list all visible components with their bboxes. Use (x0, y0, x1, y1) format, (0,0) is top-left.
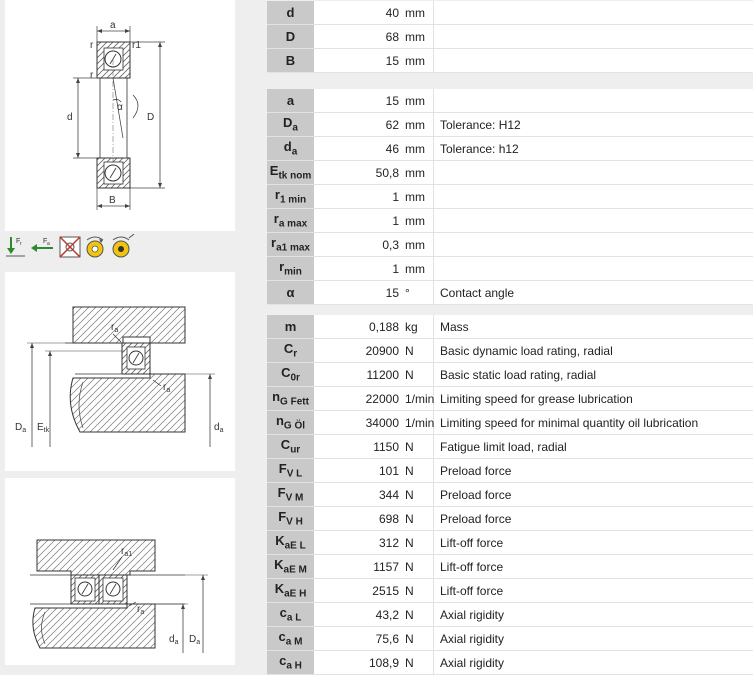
spec-row (267, 339, 753, 363)
spec-symbol-subscript: G Fett (280, 397, 309, 408)
spec-symbol-main: C (281, 365, 290, 380)
spec-symbol (267, 411, 315, 435)
spec-row (267, 627, 753, 651)
spec-value: 312 (315, 531, 406, 555)
spec-symbol-main: m (285, 319, 297, 334)
spec-description: Limiting speed for grease lubrication (434, 387, 753, 411)
spec-symbol-main: r (279, 259, 284, 274)
spec-row (267, 651, 753, 675)
svg-text:a: a (47, 241, 50, 247)
spec-unit: N (405, 627, 434, 651)
spec-row (267, 1, 753, 25)
spec-symbol (267, 363, 315, 387)
spec-value: 698 (315, 507, 406, 531)
spec-value: 15 (315, 49, 406, 73)
spec-unit: mm (405, 49, 434, 73)
spec-symbol-subscript: ur (290, 445, 300, 456)
spec-unit: N (405, 651, 434, 675)
spec-value: 62 (315, 113, 406, 137)
spec-description: Lift-off force (434, 555, 753, 579)
spec-symbol-main: c (279, 653, 286, 668)
spec-row (267, 459, 753, 483)
spec-unit: mm (405, 25, 434, 49)
spec-symbol-subscript: min (284, 267, 302, 278)
spec-symbol (267, 651, 315, 675)
spec-unit: N (405, 507, 434, 531)
spec-description: Axial rigidity (434, 651, 753, 675)
spec-symbol-subscript: a (292, 147, 298, 158)
spec-unit: mm (405, 161, 434, 185)
spec-symbol (267, 627, 315, 651)
spec-value: 1 (315, 209, 406, 233)
spec-symbol-subscript: 1 min (280, 195, 306, 206)
spec-value: 20900 (315, 339, 406, 363)
axial-load-icon (31, 238, 53, 252)
spec-symbol (267, 531, 315, 555)
spec-symbol (267, 161, 315, 185)
spec-symbol-subscript: a (292, 123, 298, 134)
dim-D-label: D (147, 112, 154, 123)
spec-symbol (267, 603, 315, 627)
spec-value: 1150 (315, 435, 406, 459)
spec-symbol-main: c (280, 605, 287, 620)
spec-row (267, 483, 753, 507)
spec-value: 75,6 (315, 627, 406, 651)
ra-label: $r_a$ (137, 604, 144, 616)
spec-symbol (267, 1, 315, 25)
spec-symbol (267, 555, 315, 579)
spec-value: 0,3 (315, 233, 406, 257)
spec-description: Axial rigidity (434, 627, 753, 651)
spec-unit: N (405, 531, 434, 555)
spec-description: Lift-off force (434, 531, 753, 555)
spec-value: 2515 (315, 579, 406, 603)
dim-B-label: B (109, 195, 116, 206)
rigidity-icon (113, 234, 134, 257)
spec-value: 68 (315, 25, 406, 49)
spec-value: 22000 (315, 387, 406, 411)
spec-unit: N (405, 459, 434, 483)
spec-symbol (267, 483, 315, 507)
spec-symbol (267, 507, 315, 531)
spec-symbol (267, 25, 315, 49)
dim-da-label: $d_a$ (214, 422, 224, 434)
ra1-label: $r_{a1}$ (121, 546, 132, 558)
spec-symbol-main: E (270, 163, 279, 178)
dim-Etk-label: $E_{tk}$ (37, 422, 50, 434)
mounting-drawing (5, 272, 235, 471)
spec-description: Preload force (434, 483, 753, 507)
spec-symbol-subscript: a H (286, 661, 302, 672)
spec-symbol-main: d (284, 139, 292, 154)
spec-symbol (267, 137, 315, 161)
spec-table-dimensions (267, 1, 753, 73)
spec-value: 101 (315, 459, 406, 483)
tandem-mounting-drawing (5, 478, 235, 665)
spec-unit: N (405, 579, 434, 603)
spec-table-performance (267, 315, 753, 675)
no-mixed-load-icon (60, 237, 80, 257)
spec-symbol-main: K (275, 533, 284, 548)
spec-row (267, 113, 753, 137)
spec-value: 11200 (315, 363, 406, 387)
spec-value: 1157 (315, 555, 406, 579)
spec-unit: ° (405, 281, 434, 305)
spec-symbol-subscript: aE H (284, 589, 306, 600)
spec-value: 15 (315, 281, 406, 305)
spec-unit: N (405, 603, 434, 627)
dim-Da-label-3: $D_a$ (189, 634, 200, 646)
svg-text:F: F (16, 238, 20, 245)
spec-row (267, 435, 753, 459)
spec-symbol-subscript: V H (286, 517, 303, 528)
spec-unit: mm (405, 137, 434, 161)
spec-table-mounting (267, 89, 753, 305)
spec-symbol-main: r (271, 235, 276, 250)
spec-symbol-main: α (287, 285, 295, 300)
spec-description: Limiting speed for minimal quantity oil lubrication (434, 411, 753, 435)
spec-symbol (267, 185, 315, 209)
spec-symbol (267, 387, 315, 411)
spec-unit: mm (405, 257, 434, 281)
spec-row (267, 25, 753, 49)
spec-symbol (267, 579, 315, 603)
spec-unit: N (405, 363, 434, 387)
spec-value: 50,8 (315, 161, 406, 185)
spec-row (267, 531, 753, 555)
spec-unit: 1/min (405, 387, 434, 411)
spec-symbol-subscript: a1 max (276, 243, 310, 254)
spec-value: 108,9 (315, 651, 406, 675)
spec-unit: N (405, 435, 434, 459)
spec-value: 1 (315, 185, 406, 209)
spec-row (267, 233, 753, 257)
spec-unit: 1/min (405, 411, 434, 435)
speed-rating-icon (87, 237, 103, 257)
spec-symbol (267, 233, 315, 257)
spec-symbol-subscript: r (293, 349, 297, 360)
spec-description (434, 257, 753, 281)
spec-symbol-subscript: V M (286, 493, 304, 504)
spec-row (267, 315, 753, 339)
dim-r-label-left: r (90, 70, 94, 81)
spec-value: 15 (315, 89, 406, 113)
spec-unit: mm (405, 1, 434, 25)
spec-description (434, 1, 753, 25)
spec-description (434, 233, 753, 257)
spec-symbol (267, 281, 315, 305)
spec-row (267, 185, 753, 209)
spec-description: Tolerance: h12 (434, 137, 753, 161)
spec-description: Contact angle (434, 281, 753, 305)
spec-symbol-main: n (276, 413, 284, 428)
spec-unit: N (405, 483, 434, 507)
spec-symbol (267, 339, 315, 363)
spec-description (434, 49, 753, 73)
spec-symbol (267, 209, 315, 233)
spec-description (434, 161, 753, 185)
spec-unit: mm (405, 233, 434, 257)
spec-unit: kg (405, 315, 434, 339)
spec-description (434, 209, 753, 233)
spec-description: Fatigue limit load, radial (434, 435, 753, 459)
spec-description (434, 185, 753, 209)
spec-description: Basic static load rating, radial (434, 363, 753, 387)
spec-value: 0,188 (315, 315, 406, 339)
spec-symbol (267, 459, 315, 483)
spec-symbol-subscript: aE L (285, 541, 306, 552)
dim-a-label: a (110, 20, 116, 31)
spec-symbol-main: F (278, 509, 286, 524)
spec-description (434, 25, 753, 49)
dim-r-label-top: r (90, 40, 94, 51)
spec-symbol-main: n (272, 389, 280, 404)
spec-symbol-subscript: tk nom (278, 171, 311, 182)
svg-text:r: r (20, 241, 22, 247)
dim-r1-label: r1 (132, 40, 141, 51)
spec-description: Basic dynamic load rating, radial (434, 339, 753, 363)
spec-value: 46 (315, 137, 406, 161)
spec-description: Axial rigidity (434, 603, 753, 627)
spec-row (267, 579, 753, 603)
spec-symbol (267, 257, 315, 281)
spec-symbol-subscript: 0r (290, 373, 299, 384)
spec-symbol-main: D (286, 29, 295, 44)
spec-description: Lift-off force (434, 579, 753, 603)
spec-value: 40 (315, 1, 406, 25)
spec-symbol (267, 49, 315, 73)
spec-symbol-main: F (278, 485, 286, 500)
spec-value: 344 (315, 483, 406, 507)
spec-symbol-subscript: a M (286, 637, 303, 648)
spec-symbol-main: B (286, 53, 295, 68)
ra-mid-label: $r_a$ (163, 382, 170, 394)
spec-unit: N (405, 555, 434, 579)
spec-symbol-subscript: aE M (284, 565, 307, 576)
spec-symbol-main: a (287, 93, 294, 108)
spec-unit: mm (405, 185, 434, 209)
spec-row (267, 89, 753, 113)
spec-symbol (267, 435, 315, 459)
spec-row (267, 137, 753, 161)
spec-row (267, 209, 753, 233)
ra-top-label: $r_a$ (111, 322, 118, 334)
spec-symbol-main: r (274, 211, 279, 226)
spec-row (267, 387, 753, 411)
spec-symbol-main: C (284, 341, 293, 356)
spec-symbol (267, 113, 315, 137)
dim-Da-label: $D_a$ (15, 422, 26, 434)
spec-description: Tolerance: H12 (434, 113, 753, 137)
dim-da-label-3: $d_a$ (169, 634, 179, 646)
spec-symbol-main: K (275, 581, 284, 596)
spec-unit: mm (405, 89, 434, 113)
spec-value: 34000 (315, 411, 406, 435)
spec-symbol-main: d (287, 5, 295, 20)
spec-row (267, 49, 753, 73)
spec-description (434, 89, 753, 113)
spec-symbol-main: c (279, 629, 286, 644)
spec-description: Preload force (434, 459, 753, 483)
spec-symbol-main: K (274, 557, 283, 572)
spec-row (267, 411, 753, 435)
spec-symbol-main: C (281, 437, 290, 452)
spec-row (267, 603, 753, 627)
spec-symbol-main: F (279, 461, 287, 476)
spec-symbol-subscript: a L (287, 613, 301, 624)
spec-unit: mm (405, 209, 434, 233)
dim-d-label: d (67, 112, 73, 123)
spec-symbol-subscript: a max (279, 219, 307, 230)
spec-symbol-main: D (283, 115, 292, 130)
spec-symbol-subscript: G Öl (284, 421, 305, 432)
spec-row (267, 161, 753, 185)
spec-row (267, 281, 753, 305)
spec-row (267, 363, 753, 387)
radial-load-icon (6, 237, 25, 256)
bearing-section-drawing (5, 0, 235, 231)
spec-symbol-subscript: V L (287, 469, 303, 480)
spec-row (267, 555, 753, 579)
svg-text:F: F (43, 238, 47, 245)
spec-description: Mass (434, 315, 753, 339)
spec-row (267, 257, 753, 281)
spec-unit: N (405, 339, 434, 363)
spec-symbol-main: r (275, 187, 280, 202)
spec-unit: mm (405, 113, 434, 137)
spec-symbol (267, 89, 315, 113)
spec-value: 43,2 (315, 603, 406, 627)
contact-angle-label: α (117, 102, 123, 113)
spec-symbol (267, 315, 315, 339)
spec-row (267, 507, 753, 531)
load-icon-strip (5, 234, 137, 260)
spec-description: Preload force (434, 507, 753, 531)
spec-value: 1 (315, 257, 406, 281)
